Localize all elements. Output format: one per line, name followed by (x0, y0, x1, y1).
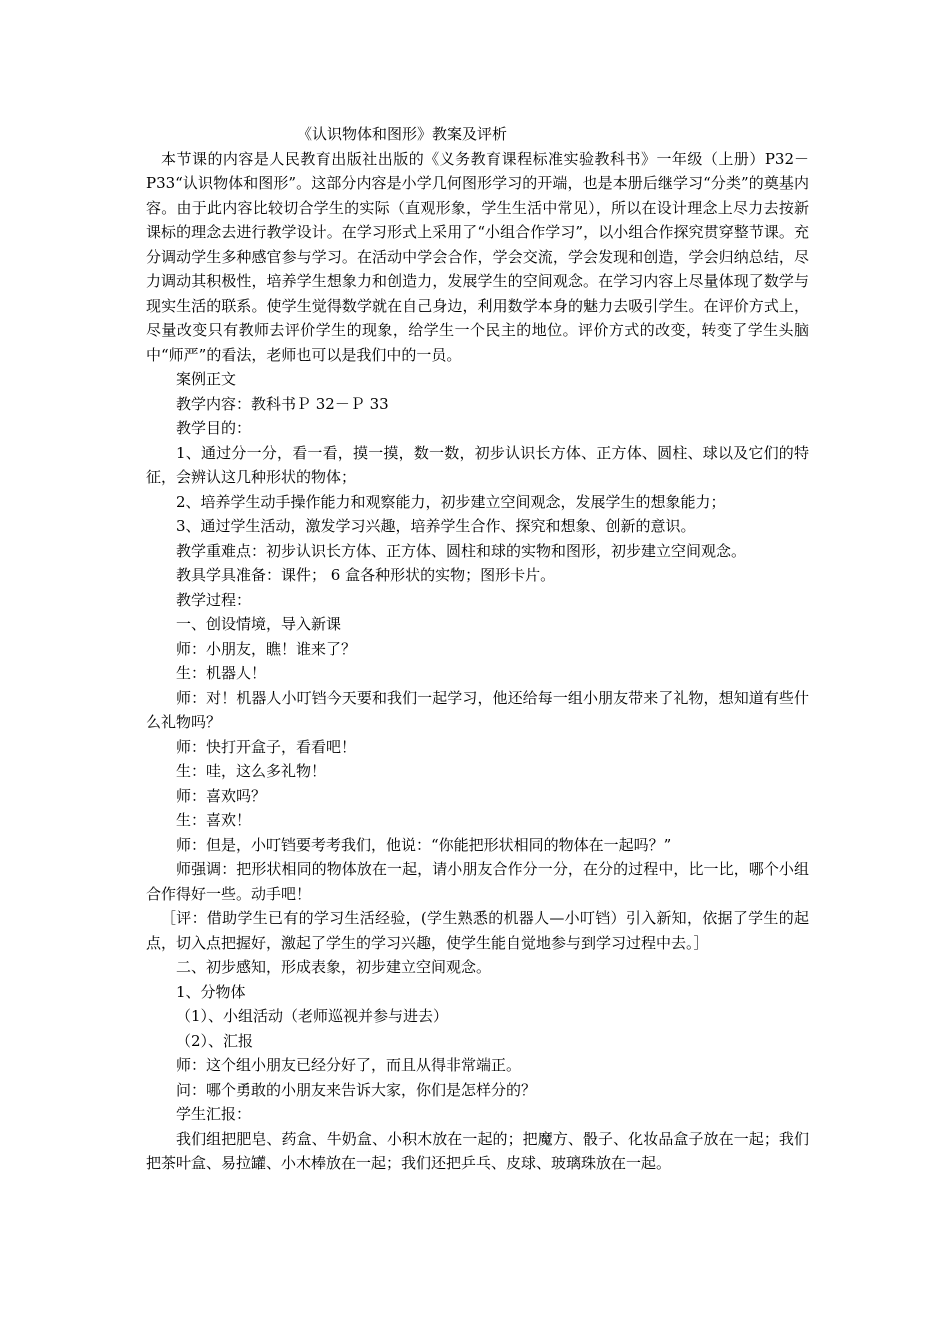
dialogue-line: 师：小朋友，瞧！谁来了？ (176, 639, 357, 658)
goal-item: 2、培养学生动手操作能力和观察能力，初步建立空间观念，发展学生的想象能力； (176, 492, 726, 511)
subsection-item: （1）、小组活动（老师巡视并参与进去） (176, 1007, 449, 1025)
subsection-item: （2）、汇报 (176, 1031, 254, 1050)
subsection-heading: 1、分物体 (176, 982, 246, 1001)
dialogue-line: 师：喜欢吗？ (176, 786, 267, 805)
document-title: 《认识物体和图形》教案及评析 (297, 125, 508, 143)
report-paragraph: 我们组把肥皂、药盒、牛奶盒、小积木放在一起的；把魔方、骰子、化妆品盒子放在一起；我们把茶叶盒、易拉罐、小木棒放在一起；我们还把乒乓、皮球、玻璃珠放在一起。 (146, 1129, 809, 1172)
case-heading: 案例正文 (176, 370, 237, 388)
dialogue-line: 生：哇，这么多礼物！ (176, 762, 327, 780)
teaching-content: 教学内容：教科书Ｐ 32－Ｐ 33 (176, 394, 389, 413)
dialogue-line: 师：快打开盒子，看看吧！ (176, 737, 357, 756)
dialogue-line: 生：喜欢！ (176, 811, 252, 829)
dialogue-line: 师：但是，小叮铛要考考我们，他说：“你能把形状相同的物体在一起吗？” (176, 835, 672, 854)
dialogue-line: 师：对！机器人小叮铛今天要和我们一起学习，他还给每一组小朋友带来了礼物，想知道有些什么礼物吗？ (146, 688, 809, 731)
goal-item: 3、通过学生活动，激发学习兴趣，培养学生合作、探究和想象、创新的意识。 (176, 517, 696, 535)
dialogue-line: 生：机器人！ (176, 664, 267, 682)
comment-paragraph: ［评：借助学生已有的学习生活经验，(学生熟悉的机器人—小叮铛）引入新知，依据了学生的起点，切入点把握好，激起了学生的学习兴趣，使学生能自觉地参与到学习过程中去。］ (146, 909, 809, 952)
intro-paragraph: 本节课的内容是人民教育出版社出版的《义务教育课程标准实验教科书》一年级（上册）P32－P33“认识物体和图形”。这部分内容是小学几何图形学习的开端，也是本册后继学习“分类”的奠基内容。由于此内容比较切合学生的实际（直观形象，学生生活中常见），所以在设计理念上尽力去按新课标的理念去进行教学设计。在学习形式上采用了“小组合作学习”，以小组合作探究贯穿整节课。充分调动学生多种感官参与学习。在活动中学会合作，学会交流，学会发现和创造，学会归纳总结，尽力调动其积极性，培养学生想象力和创造力，发展学生的空间观念。在学习内容上尽量体现了数学与现实生活的联系。使学生觉得数学就在自己身边，利用数学本身的魅力去吸引学生。在评价方式上，尽量改变只有教师去评价学生的现象，给学生一个民主的地位。评价方式的改变，转变了学生头脑中“师严”的看法，老师也可以是我们中的一员。 (146, 149, 809, 364)
document-page (146, 122, 809, 1176)
dialogue-line: 问：哪个勇敢的小朋友来告诉大家，你们是怎样分的？ (176, 1080, 537, 1099)
section-heading: 二、初步感知，形成表象，初步建立空间观念。 (176, 958, 492, 976)
key-points: 教学重难点：初步认识长方体、正方体、圆柱和球的实物和图形，初步建立空间观念。 (176, 541, 747, 560)
goal-item: 1、通过分一分，看一看，摸一摸，数一数，初步认识长方体、正方体、圆柱、球以及它们的特征，会辨认这几种形状的物体； (146, 443, 809, 486)
materials: 教具学具准备：课件； 6 盒各种形状的实物；图形卡片。 (176, 566, 556, 584)
process-heading: 教学过程： (176, 590, 252, 609)
dialogue-line: 师强调：把形状相同的物体放在一起，请小朋友合作分一分，在分的过程中，比一比，哪个小组合作得好一些。动手吧！ (146, 860, 809, 903)
section-heading: 一、创设情境，导入新课 (176, 615, 342, 633)
report-heading: 学生汇报： (176, 1105, 252, 1123)
goals-heading: 教学目的： (176, 419, 252, 437)
dialogue-line: 师：这个组小朋友已经分好了，而且从得非常端正。 (176, 1056, 522, 1074)
